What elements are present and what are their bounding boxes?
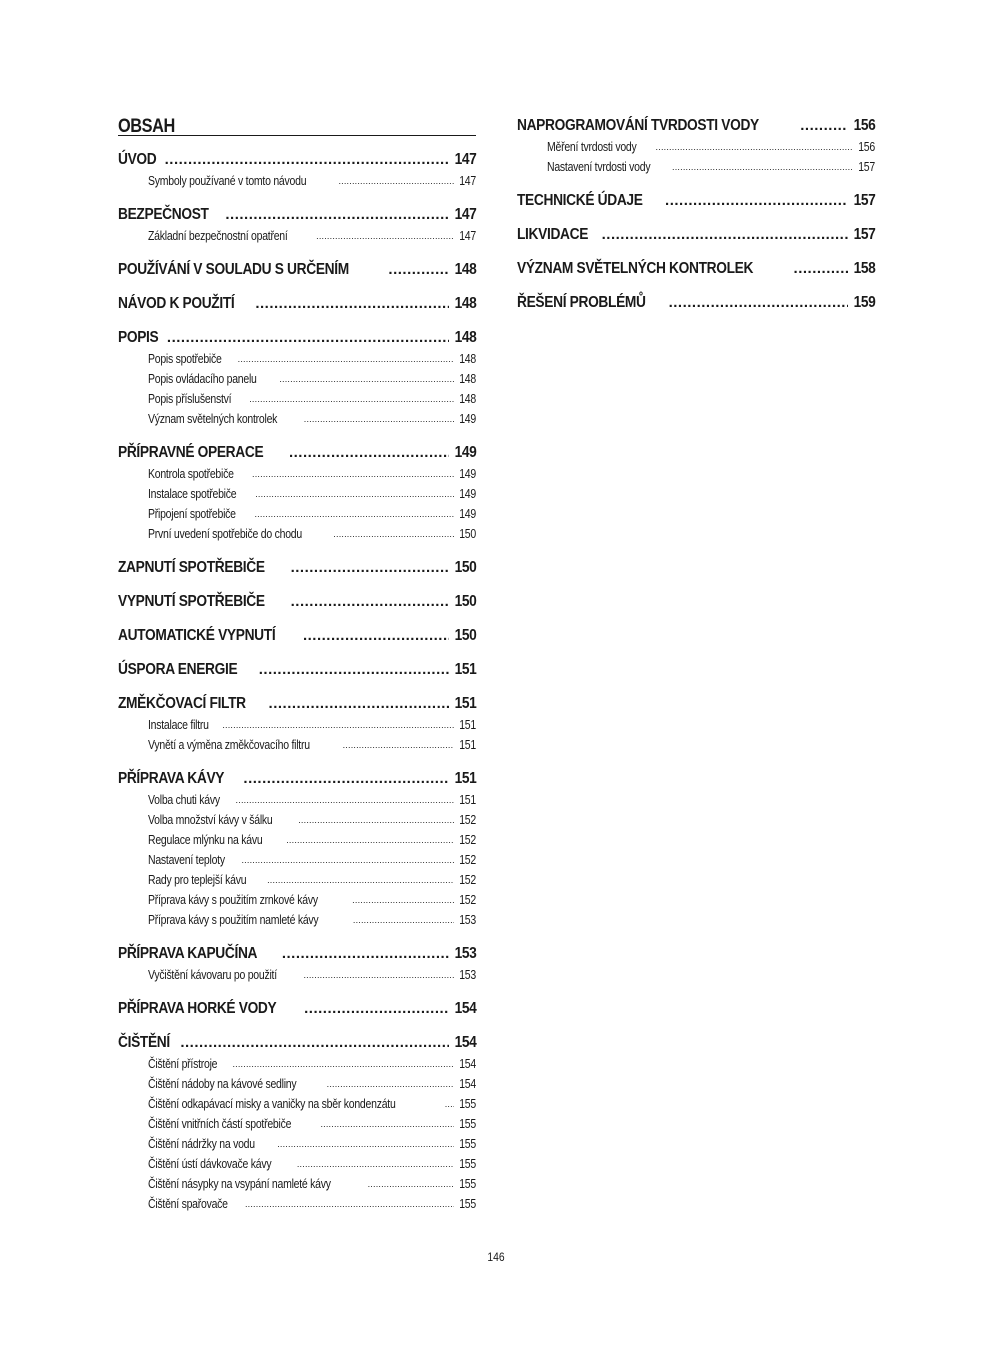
toc-section-heading <box>517 225 875 245</box>
toc-section <box>118 328 476 429</box>
toc-subsection-entry-page: 157 <box>858 160 875 174</box>
toc-section <box>118 294 476 314</box>
toc-subsection-entry-title: Symboly používané v tomto návodu <box>148 174 307 188</box>
toc-subsection-entry-page: 152 <box>459 893 476 907</box>
dot-leader <box>303 965 454 985</box>
toc-section-heading-page: 154 <box>454 1000 476 1017</box>
toc-section-heading-page: 148 <box>454 295 476 312</box>
toc-section-heading-page: 151 <box>454 661 476 678</box>
toc-section <box>118 944 476 985</box>
toc-section-heading-page: 148 <box>454 329 476 346</box>
dot-leader <box>353 910 454 930</box>
toc-section-heading-page: 157 <box>853 192 875 209</box>
toc-section-heading <box>118 999 476 1019</box>
toc-subsection-entry-title: Rady pro teplejší kávu <box>148 873 247 887</box>
dot-leader <box>222 715 454 735</box>
toc-subsection-entry <box>118 850 476 870</box>
toc-section <box>118 1033 476 1214</box>
dot-leader <box>298 810 454 830</box>
toc-section-heading-page: 147 <box>454 151 476 168</box>
dot-leader <box>304 409 454 429</box>
toc-section-heading-title: NAPROGRAMOVÁNÍ TVRDOSTI VODY <box>517 117 759 134</box>
toc-subsection-entry-title: Čištění násypky na vsypání namleté kávy <box>148 1177 331 1191</box>
toc-section-heading <box>118 443 476 463</box>
toc-section-heading-title: POPIS <box>118 329 159 346</box>
toc-section-heading <box>517 293 875 313</box>
toc-section-heading <box>118 328 476 348</box>
toc-section-heading-title: BEZPEČNOST <box>118 206 209 223</box>
toc-section-heading-title: ČIŠTĚNÍ <box>118 1034 170 1051</box>
toc-section-heading <box>118 660 476 680</box>
toc-section <box>118 205 476 246</box>
toc-subsection-entry-title: Čištění vnitřních částí spotřebiče <box>148 1117 292 1131</box>
dot-leader <box>286 830 454 850</box>
dot-leader <box>303 626 449 646</box>
toc-subsection-entry <box>118 870 476 890</box>
dot-leader <box>180 1033 448 1053</box>
toc-section-heading-page: 158 <box>853 260 875 277</box>
toc-section-heading-title: VYPNUTÍ SPOTŘEBIČE <box>118 593 265 610</box>
toc-subsection-entry-page: 149 <box>459 467 476 481</box>
toc-subsection-entry <box>118 1194 476 1214</box>
page-number: 146 <box>487 1250 505 1264</box>
dot-leader <box>388 260 448 280</box>
toc-subsection-entry-title: Vynětí a výměna změkčovacího filtru <box>148 738 310 752</box>
dot-leader <box>259 660 449 680</box>
toc-section-heading <box>118 558 476 578</box>
dot-leader <box>255 484 454 504</box>
toc-subsection-entry-title: První uvedení spotřebiče do chodu <box>148 527 302 541</box>
toc-subsection-entry <box>118 790 476 810</box>
toc-section <box>118 150 476 191</box>
toc-section-heading-title: PŘÍPRAVA KÁVY <box>118 770 225 787</box>
toc-subsection-entry-page: 152 <box>459 813 476 827</box>
toc-subsection-entry-title: Kontrola spotřebiče <box>148 467 234 481</box>
toc-subsection-list <box>118 790 476 930</box>
dot-leader <box>282 944 449 964</box>
toc-section-heading <box>517 191 875 211</box>
dot-leader <box>225 205 448 225</box>
toc-subsection-entry-page: 152 <box>459 853 476 867</box>
dot-leader <box>255 294 448 314</box>
toc-subsection-entry-title: Popis ovládacího panelu <box>148 372 257 386</box>
toc-subsection-entry-title: Čištění nádržky na vodu <box>148 1137 255 1151</box>
toc-subsection-entry <box>118 810 476 830</box>
dot-leader <box>269 694 449 714</box>
toc-subsection-entry-title: Čištění nádoby na kávové sedliny <box>148 1077 297 1091</box>
toc-section <box>517 116 875 177</box>
toc-subsection-entry-title: Instalace filtru <box>148 718 209 732</box>
toc-subsection-entry-page: 147 <box>459 229 476 243</box>
toc-section <box>118 558 476 578</box>
toc-subsection-entry <box>118 389 476 409</box>
dot-leader <box>445 1094 454 1114</box>
toc-section <box>118 769 476 930</box>
toc-subsection-entry-page: 153 <box>459 913 476 927</box>
dot-leader <box>243 769 448 789</box>
toc-subsection-entry <box>118 1054 476 1074</box>
toc-section-heading <box>118 294 476 314</box>
toc-section-heading-title: PŘÍPRAVA HORKÉ VODY <box>118 1000 277 1017</box>
toc-subsection-list <box>118 965 476 985</box>
toc-subsection-entry-title: Nastavení tvrdosti vody <box>547 160 651 174</box>
dot-leader <box>241 850 454 870</box>
dot-leader <box>289 443 449 463</box>
toc-section-heading-page: 150 <box>454 627 476 644</box>
toc-section-heading <box>517 259 875 279</box>
dot-leader <box>245 1194 454 1214</box>
toc-subsection-entry-page: 149 <box>459 412 476 426</box>
toc-section-heading-title: VÝZNAM SVĚTELNÝCH KONTROLEK <box>517 260 754 277</box>
toc-subsection-list <box>118 1054 476 1214</box>
toc-subsection-entry-title: Připojení spotřebiče <box>148 507 236 521</box>
toc-subsection-entry-title: Popis příslušenství <box>148 392 232 406</box>
toc-section-heading-title: ÚVOD <box>118 151 157 168</box>
dot-leader <box>368 1174 454 1194</box>
toc-subsection-entry-page: 151 <box>459 793 476 807</box>
toc-section-heading-page: 157 <box>853 226 875 243</box>
toc-subsection-entry <box>118 1134 476 1154</box>
toc-section <box>118 694 476 755</box>
toc-subsection-entry <box>118 369 476 389</box>
toc-subsection-entry-title: Čištění ústí dávkovače kávy <box>148 1157 272 1171</box>
toc-subsection-list <box>118 226 476 246</box>
toc-subsection-entry-title: Nastavení teploty <box>148 853 225 867</box>
toc-section-heading-page: 151 <box>454 695 476 712</box>
dot-leader <box>352 890 454 910</box>
toc-subsection-entry-page: 155 <box>459 1117 476 1131</box>
dot-leader <box>279 369 454 389</box>
toc-section <box>118 443 476 544</box>
toc-subsection-entry <box>118 1174 476 1194</box>
toc-subsection-entry <box>118 484 476 504</box>
toc-subsection-entry <box>118 226 476 246</box>
toc-subsection-list <box>517 137 875 177</box>
toc-left-column <box>118 116 476 1228</box>
dot-leader <box>232 1054 454 1074</box>
toc-subsection-entry-title: Regulace mlýnku na kávu <box>148 833 263 847</box>
dot-leader <box>304 999 448 1019</box>
toc-section-heading-page: 150 <box>454 593 476 610</box>
toc-subsection-entry-page: 152 <box>459 873 476 887</box>
toc-section-heading-title: AUTOMATICKÉ VYPNUTÍ <box>118 627 276 644</box>
toc-section-heading-title: NÁVOD K POUŽITÍ <box>118 295 235 312</box>
toc-subsection-list <box>118 715 476 755</box>
toc-subsection-entry <box>118 910 476 930</box>
toc-section <box>517 225 875 245</box>
dot-leader <box>297 1154 454 1174</box>
toc-section <box>118 999 476 1019</box>
toc-section <box>118 260 476 280</box>
toc-section-heading-page: 151 <box>454 770 476 787</box>
toc-subsection-entry <box>118 715 476 735</box>
toc-section-heading <box>118 1033 476 1053</box>
dot-leader <box>252 464 454 484</box>
toc-section-heading-title: TECHNICKÉ ÚDAJE <box>517 192 643 209</box>
toc-section-heading-title: ZAPNUTÍ SPOTŘEBIČE <box>118 559 265 576</box>
dot-leader <box>333 524 454 544</box>
toc-subsection-entry <box>118 1114 476 1134</box>
toc-subsection-entry <box>118 464 476 484</box>
dot-leader <box>167 328 449 348</box>
toc-subsection-list <box>118 171 476 191</box>
toc-subsection-entry-title: Čištění odkapávací misky a vaničky na sběr kondenzátu <box>148 1097 396 1111</box>
toc-subsection-entry <box>118 890 476 910</box>
toc-section <box>118 592 476 612</box>
dot-leader <box>316 226 454 246</box>
toc-subsection-entry <box>118 409 476 429</box>
toc-right-column <box>517 116 875 327</box>
toc-subsection-entry-title: Popis spotřebiče <box>148 352 222 366</box>
toc-section <box>118 626 476 646</box>
toc-section-heading <box>118 944 476 964</box>
toc-subsection-entry-page: 154 <box>459 1057 476 1071</box>
dot-leader <box>669 293 848 313</box>
toc-subsection-entry-title: Čištění přístroje <box>148 1057 218 1071</box>
dot-leader <box>291 558 449 578</box>
toc-section <box>517 293 875 313</box>
toc-subsection-entry-page: 155 <box>459 1157 476 1171</box>
toc-section <box>517 259 875 279</box>
dot-leader <box>672 157 853 177</box>
toc-subsection-entry-page: 155 <box>459 1177 476 1191</box>
toc-subsection-entry-page: 147 <box>459 174 476 188</box>
dot-leader <box>665 191 847 211</box>
toc-subsection-entry <box>517 157 875 177</box>
toc-subsection-entry-page: 155 <box>459 1197 476 1211</box>
toc-section-heading-page: 159 <box>853 294 875 311</box>
toc-subsection-entry <box>118 830 476 850</box>
toc-subsection-entry-page: 148 <box>459 352 476 366</box>
toc-subsection-entry <box>118 504 476 524</box>
toc-subsection-entry-title: Význam světelných kontrolek <box>148 412 278 426</box>
toc-subsection-entry-page: 149 <box>459 487 476 501</box>
toc-section-heading <box>118 592 476 612</box>
toc-section-heading <box>118 260 476 280</box>
toc-section-heading-title: ÚSPORA ENERGIE <box>118 661 238 678</box>
toc-subsection-entry-title: Základní bezpečnostní opatření <box>148 229 288 243</box>
toc-section-heading-title: ŘEŠENÍ PROBLÉMŮ <box>517 294 646 311</box>
dot-leader <box>327 1074 454 1094</box>
toc-right-sections <box>517 116 875 313</box>
toc-subsection-entry-page: 149 <box>459 507 476 521</box>
toc-subsection-entry-page: 150 <box>459 527 476 541</box>
toc-subsection-entry-page: 153 <box>459 968 476 982</box>
toc-subsection-entry-page: 155 <box>459 1097 476 1111</box>
toc-subsection-entry-title: Volba množství kávy v šálku <box>148 813 273 827</box>
toc-subsection-entry <box>118 349 476 369</box>
toc-section-heading <box>118 150 476 170</box>
toc-subsection-list <box>118 464 476 544</box>
toc-section-heading-title: POUŽÍVÁNÍ V SOULADU S URČENÍM <box>118 261 349 278</box>
toc-section-heading-page: 148 <box>454 261 476 278</box>
toc-section-heading-page: 147 <box>454 206 476 223</box>
toc-section-heading <box>118 626 476 646</box>
dot-leader <box>602 225 848 245</box>
toc-subsection-entry-title: Vyčištění kávovaru po použití <box>148 968 277 982</box>
dot-leader <box>343 735 454 755</box>
dot-leader <box>320 1114 454 1134</box>
toc-subsection-entry-title: Příprava kávy s použitím namleté kávy <box>148 913 319 927</box>
toc-section <box>517 191 875 211</box>
toc-subsection-entry-page: 152 <box>459 833 476 847</box>
dot-leader <box>277 1134 454 1154</box>
toc-subsection-entry-page: 148 <box>459 392 476 406</box>
toc-subsection-entry <box>517 137 875 157</box>
toc-subsection-entry-title: Instalace spotřebiče <box>148 487 237 501</box>
dot-leader <box>267 870 454 890</box>
toc-section-heading-page: 154 <box>454 1034 476 1051</box>
dot-leader <box>238 349 454 369</box>
toc-subsection-entry-page: 148 <box>459 372 476 386</box>
toc-section-heading <box>118 205 476 225</box>
toc-subsection-entry <box>118 1074 476 1094</box>
toc-section-heading-page: 149 <box>454 444 476 461</box>
toc-subsection-entry-title: Měření tvrdosti vody <box>547 140 637 154</box>
dot-leader <box>254 504 454 524</box>
toc-subsection-entry-page: 151 <box>459 718 476 732</box>
dot-leader <box>249 389 454 409</box>
toc-section-heading-title: PŘÍPRAVA KAPUČÍNA <box>118 945 258 962</box>
dot-leader <box>656 137 853 157</box>
toc-section-heading <box>118 769 476 789</box>
toc-subsection-list <box>118 349 476 429</box>
toc-section-heading <box>118 694 476 714</box>
dot-leader <box>338 171 454 191</box>
toc-section-heading-title: PŘÍPRAVNÉ OPERACE <box>118 444 264 461</box>
dot-leader <box>800 116 847 136</box>
toc-section-heading-title: LIKVIDACE <box>517 226 589 243</box>
dot-leader <box>794 259 848 279</box>
toc-subsection-entry <box>118 965 476 985</box>
dot-leader <box>236 790 454 810</box>
toc-subsection-entry-page: 155 <box>459 1137 476 1151</box>
toc-subsection-entry <box>118 1154 476 1174</box>
toc-subsection-entry-page: 154 <box>459 1077 476 1091</box>
toc-section <box>118 660 476 680</box>
toc-subsection-entry-page: 156 <box>858 140 875 154</box>
toc-subsection-entry <box>118 524 476 544</box>
toc-left-sections <box>118 150 476 1214</box>
toc-section-heading-page: 156 <box>853 117 875 134</box>
toc-subsection-entry <box>118 1094 476 1114</box>
toc-title: OBSAH <box>118 116 175 137</box>
toc-subsection-entry-title: Příprava kávy s použitím zrnkové kávy <box>148 893 318 907</box>
toc-section-heading-title: ZMĚKČOVACÍ FILTR <box>118 695 246 712</box>
dot-leader <box>291 592 449 612</box>
toc-subsection-entry <box>118 171 476 191</box>
toc-subsection-entry-title: Volba chuti kávy <box>148 793 220 807</box>
toc-section-heading-page: 153 <box>454 945 476 962</box>
toc-subsection-entry-title: Čištění spařovače <box>148 1197 228 1211</box>
toc-subsection-entry <box>118 735 476 755</box>
toc-section-heading-page: 150 <box>454 559 476 576</box>
dot-leader <box>165 150 449 170</box>
toc-section-heading <box>517 116 875 136</box>
toc-subsection-entry-page: 151 <box>459 738 476 752</box>
